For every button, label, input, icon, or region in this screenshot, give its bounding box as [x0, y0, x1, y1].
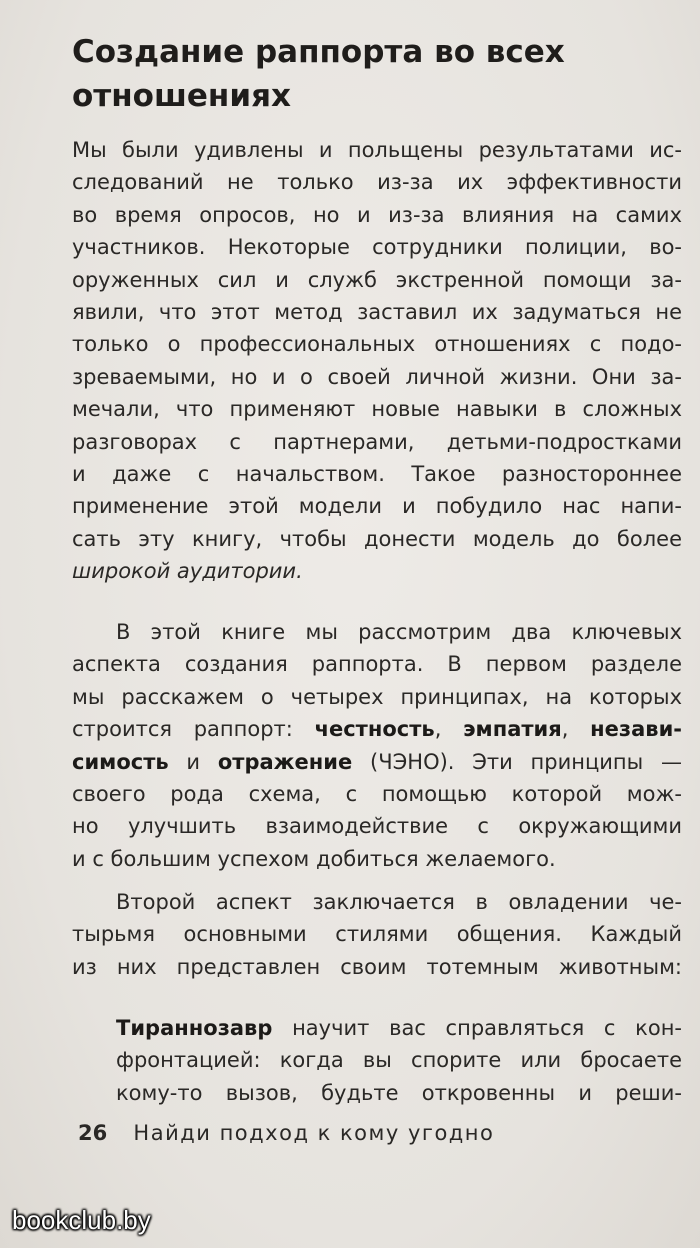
term-tyrannosaurus: Тираннозавр: [116, 1016, 273, 1040]
watermark: bookclub.by: [12, 1205, 151, 1235]
text-line: и даже с начальством. Такое разностороннее: [72, 462, 682, 487]
text-fragment: ,: [434, 717, 464, 742]
text-line: мы расскажем о четырех принципах, на которых: [72, 684, 682, 709]
text-fragment: ,: [561, 717, 591, 742]
heading-line-1: Создание раппорта во всех: [72, 34, 565, 70]
text-line-italic: [72, 555, 682, 587]
text-line: участников. Некоторые сотрудники полиции, во-: [72, 235, 682, 260]
heading-line-2: отношениях: [72, 78, 291, 114]
text-line: зреваемыми, но и о своей личной жизни. Они за-: [72, 364, 682, 389]
paragraph-1: [72, 134, 682, 588]
text-line: во время опросов, но и из-за влияния на самих: [72, 202, 682, 227]
running-title: Найди подход к кому угодно: [133, 1121, 495, 1145]
text-line: явили, что этот метод заставил их задуматься не: [72, 300, 682, 325]
term-empathy: эмпатия: [463, 717, 562, 742]
text-line-principles-2: [72, 746, 682, 778]
text-line: своего рода схема, с помощью которой мож-: [72, 782, 682, 807]
text-line: В этой книге мы рассмотрим два ключевых: [116, 620, 682, 644]
text-line: Второй аспект заключается в овладении че-: [116, 890, 682, 914]
page-number: 26: [78, 1121, 108, 1145]
text-fragment: научит вас справляться с кон-: [272, 1016, 682, 1040]
term-reflection: отражение: [217, 749, 353, 774]
paragraph-2: [72, 616, 682, 875]
text-line: фронтацией: когда вы спорите или бросаете: [116, 1048, 682, 1073]
paragraph-3: [72, 886, 682, 983]
text-fragment: строится раппорт:: [72, 717, 315, 742]
text-line-tyrannosaurus: [116, 1012, 682, 1044]
text-line: следований не только из-за их эффективности: [72, 170, 682, 195]
text-fragment: и: [168, 749, 218, 774]
text-line: сать эту книгу, чтобы донести модель до более: [72, 526, 682, 551]
page-footer: [78, 1121, 494, 1145]
text-line: оруженных сил и служб экстренной помощи за-: [72, 267, 682, 292]
term-honesty: честность: [314, 717, 435, 742]
text-line: и с большим успехом добиться желаемого.: [72, 846, 556, 871]
text-line: только о профессиональных отношениях с подо-: [72, 332, 682, 357]
italic-text: широкой аудитории.: [72, 559, 303, 584]
term-independence-part1: незави-: [590, 717, 683, 742]
paragraph-tyrannosaurus: [116, 1012, 682, 1109]
term-independence-part2: симость: [72, 749, 169, 774]
text-line: разговорах с партнерами, детьми-подростками: [72, 429, 682, 454]
text-line: тырьмя основными стилями общения. Каждый: [72, 922, 682, 947]
text-line: но улучшить взаимодействие с окружающими: [72, 814, 682, 839]
section-heading: [72, 30, 682, 118]
text-line: аспекта создания раппорта. В первом разделе: [72, 652, 682, 677]
text-line-principles: [72, 713, 682, 745]
text-line: Мы были удивлены и польщены результатами ис-: [72, 138, 682, 162]
text-fragment: (ЧЭНО). Эти принципы —: [352, 749, 682, 774]
text-line: применение этой модели и побудило нас напи-: [72, 494, 682, 519]
text-line: из них представлен своим тотемным животным:: [72, 954, 682, 979]
text-line: кому-то вызов, будьте откровенны и реши-: [116, 1080, 682, 1105]
text-line: мечали, что применяют новые навыки в сложных: [72, 397, 682, 422]
